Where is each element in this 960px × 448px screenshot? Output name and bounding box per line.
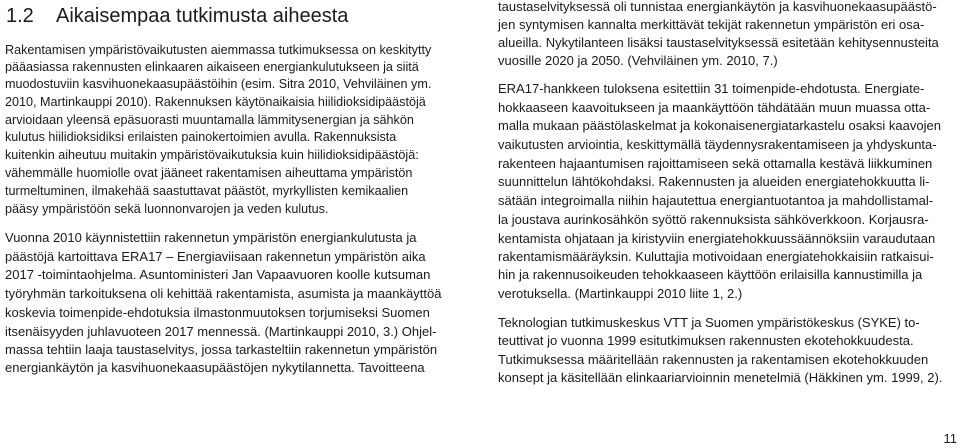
text-line: Tutkimuksessa määritellään rakennusten ja rakentamisen ekotehokkuuden (498, 352, 929, 367)
text-line: kentamista ohjataan ja kiristyviin energiatehokkuussäännöksiin varaudutaan (498, 231, 936, 246)
text-line: päästöjä kartoittava ERA17 – Energiaviisaan rakennetun ympäristön aika (5, 249, 426, 264)
text-line: ERA17-hankkeen tuloksena esitettiin 31 toimenpide-ehdotusta. Energiate- (498, 81, 925, 96)
text-line: vähemmälle huomiolle ovat jääneet rakentamisen aiheuttama ympäristön (5, 166, 413, 180)
text-line: pääasiassa rakennusten elinkaaren aikaiseen energiankulutukseen ja siitä (5, 60, 419, 74)
text-line: Rakentamisen ympäristövaikutusten aiemmassa tutkimuksessa on keskitytty (5, 43, 432, 57)
text-line: turmeltuminen, ilmakehää saastuttavat päästöt, myrkyllisten kemikaalien (5, 184, 409, 198)
text-line: malla mukaan päästölaskelmat ja kokonaisenergiatarkastelu osaksi kaavojen (498, 118, 941, 133)
text-line: arvioidaan yleensä epäsuorasti muuntamalla lämmitysenergian ja sähkön (5, 113, 414, 127)
text-line: Teknologian tutkimuskeskus VTT ja Suomen ympäristökeskus (SYKE) to- (498, 315, 920, 330)
text-line: työryhmän tarkoituksena oli kehittää rakentamista, asumista ja maankäyttöä (5, 286, 442, 301)
text-line: alueilla. Nykytilanteen lisäksi taustaselvityksessä esitetään kehitysennusteita (498, 35, 939, 50)
text-line: pääsy ympäristöön sekä luonnonvarojen ja veden kulutus. (5, 202, 329, 216)
text-line: vuosille 2020 ja 2050. (Vehviläinen ym. 2010, 7.) (498, 53, 778, 68)
text-line: verotuksella. (Martinkauppi 2010 liite 1, 2.) (498, 286, 743, 301)
text-line: vaikutusten arviointia, keskittymällä täydennysrakentamiseen ja yhdyskunta- (498, 137, 937, 152)
text-line: konsept ja käsitellään elinkaariarvioinnin menetelmiä (Häkkinen ym. 1999, 2). (498, 370, 943, 385)
text-line: jen syntymisen kannalta merkittävät tekijät rakennetun ympäristön eri osa- (498, 17, 925, 32)
text-line: kuitenkin aiheutuu muitakin ympäristövaikutuksia kuin hiilidioksidipäästöjä: (5, 148, 419, 162)
text-line: rakenteen hajaantumisen rajoittamiseen sekä ottamalla kestävä liikkuminen (498, 156, 933, 171)
text-line: 2010, Martinkauppi 2010). Rakennuksen käytönaikaisia hiilidioksidipäästöjä (5, 95, 426, 109)
text-line: hokkaaseen kaavoitukseen ja maankäyttöön tähdätään muun muassa otta- (498, 100, 931, 115)
text-line: sätään integroimalla niihin hajautettua energiantuotantoa ja mahdollistamal- (498, 193, 934, 208)
text-line: kulutus hiilidioksidiksi erilaisten painokertoimien avulla. Rakennuksista (5, 130, 397, 144)
text-line: energiankäytön ja kasvihuonekaasupäästöjen nykytilannetta. Tavoitteena (5, 360, 425, 375)
text-line: hin ja rakennusoikeuden tehokkaaseen käyttöön erilaisilla kannustimilla ja (498, 267, 923, 282)
text-line: massa tehtiin laaja taustaselvitys, jossa tarkasteltiin rakennetun ympäristön (5, 342, 438, 357)
text-line: rakentamismääräyksin. Kuluttajia motivoidaan energiatehokkaisiin ratkaisui- (498, 249, 934, 264)
text-line: taustaselvityksessä oli tunnistaa energiankäytön ja kasvihuonekaasupäästö- (498, 0, 937, 14)
text-line: teuttivat jo vuonna 1999 esitutkimuksen rakennusten ekotehokkuudesta. (498, 333, 914, 348)
text-line: 2017 -toimintaohjelma. Asuntoministeri Jan Vapaavuoren koolle kutsuman (5, 267, 431, 282)
text-line: muodostuviin kasvihuonekaasupäästöihin (esim. Sitra 2010, Vehviläinen ym. (5, 77, 432, 91)
text-line: la joustava aurinkosähkön syöttö rakennuksista sähköverkkoon. Korjausra- (498, 212, 929, 227)
section-heading (6, 6, 348, 26)
text-line: suunnittelun lähtökohdaksi. Rakennusten ja alueiden energiatehokkuutta li- (498, 174, 930, 189)
text-line: Vuonna 2010 käynnistettiin rakennetun ympäristön energiankulutusta ja (5, 230, 417, 245)
section-title: Aikaisempaa tutkimusta aiheesta (56, 5, 349, 27)
page-number: 11 (943, 431, 957, 446)
text-line: itsenäisyyden juhlavuoteen 2017 mennessä. (Martinkauppi 2010, 3.) Ohjel- (5, 324, 437, 339)
section-number: 1.2 (6, 5, 34, 27)
text-line: koskevia toimenpide-ehdotuksia ilmastonmuutoksen torjumiseksi Suomen (5, 305, 430, 320)
